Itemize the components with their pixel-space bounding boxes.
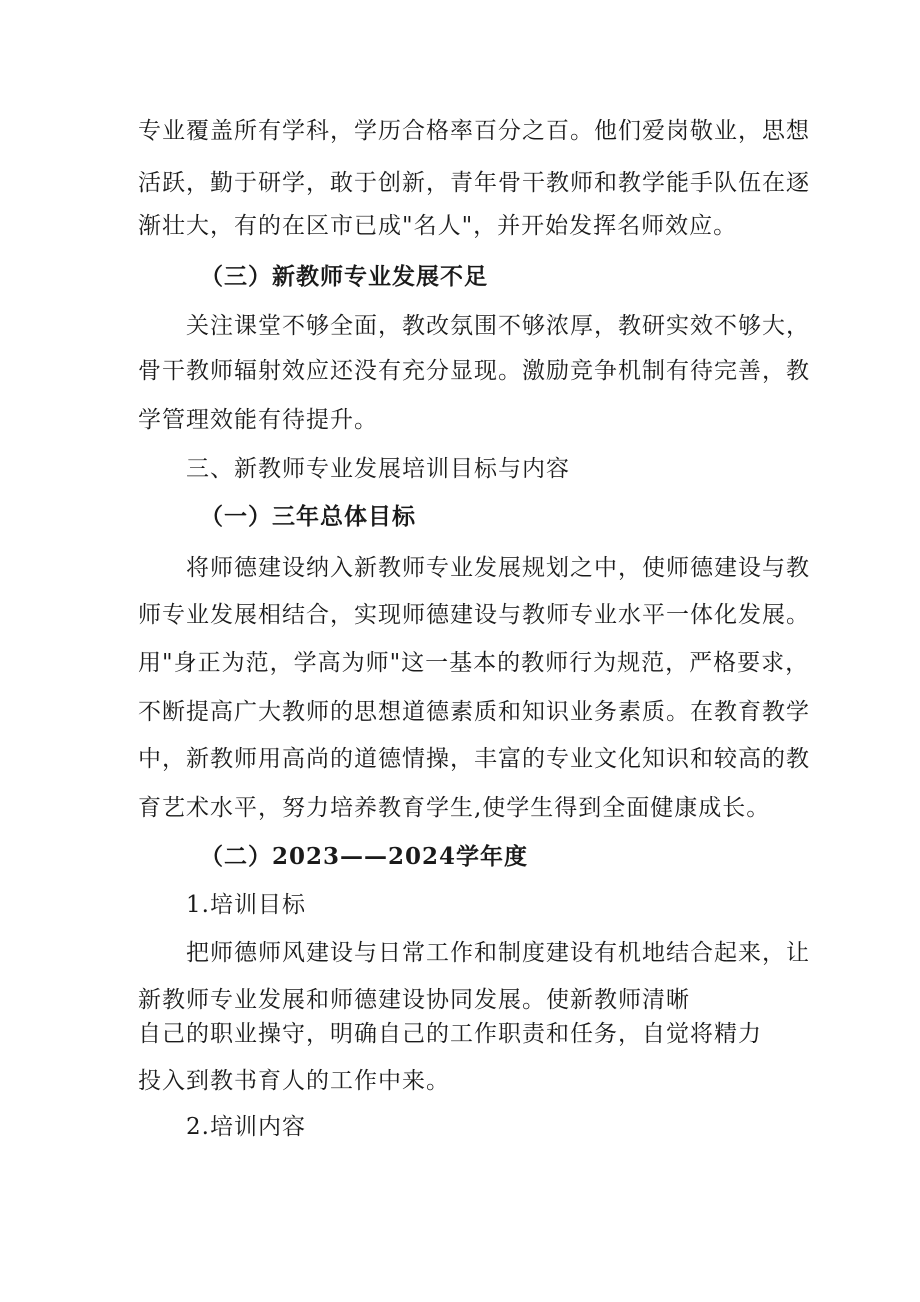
paragraph-line: 专业覆盖所有学科，学历合格率百分之百。他们爱岗敬业，思想 bbox=[138, 118, 810, 144]
paragraph-line: 学管理效能有待提升。 bbox=[138, 407, 378, 433]
paragraph-line: 育艺术水平，努力培养教育学生,使学生得到全面健康成长。 bbox=[138, 795, 771, 821]
section-heading: （二）2023——2024学年度 bbox=[200, 843, 529, 870]
paragraph-line: 活跃，勤于研学，敢于创新，青年骨干教师和教学能手队伍在逐 bbox=[138, 170, 810, 196]
paragraph-line: 渐壮大，有的在区市已成"名人"，并开始发挥名师效应。 bbox=[138, 213, 738, 239]
paragraph-line: 骨干教师辐射效应还没有充分显现。激励竞争机制有待完善，教 bbox=[138, 358, 810, 384]
section-heading: （三）新教师专业发展不足 bbox=[200, 263, 488, 290]
paragraph-line: 把师德师风建设与日常工作和制度建设有机地结合起来，让 bbox=[186, 940, 810, 966]
paragraph-line: 将师德建设纳入新教师专业发展规划之中，使师德建设与教 bbox=[186, 555, 810, 581]
chapter-heading: 三、新教师专业发展培训目标与内容 bbox=[186, 456, 570, 482]
section-heading: （一）三年总体目标 bbox=[200, 503, 416, 530]
paragraph-line: 师专业发展相结合，实现师德建设与教师专业水平一体化发展。 bbox=[138, 602, 810, 628]
subsection-heading: 1.培训目标 bbox=[186, 892, 306, 918]
paragraph-line: 不断提高广大教师的思想道德素质和知识业务素质。在教育教学 bbox=[138, 699, 810, 725]
paragraph-line: 用"身正为范，学高为师"这一基本的教师行为规范，严格要求， bbox=[138, 650, 810, 676]
paragraph-line: 投入到教书育人的工作中来。 bbox=[138, 1068, 450, 1094]
paragraph-line: 自己的职业操守，明确自己的工作职责和任务，自觉将精力 bbox=[138, 1021, 762, 1047]
paragraph-line: 关注课堂不够全面，教改氛围不够浓厚，教研实效不够大， bbox=[186, 313, 810, 339]
subsection-heading: 2.培训内容 bbox=[186, 1114, 306, 1140]
paragraph-line: 中，新教师用高尚的道德情操，丰富的专业文化知识和较高的教 bbox=[138, 746, 810, 772]
paragraph-line: 新教师专业发展和师德建设协同发展。使新教师清晰 bbox=[138, 987, 690, 1013]
